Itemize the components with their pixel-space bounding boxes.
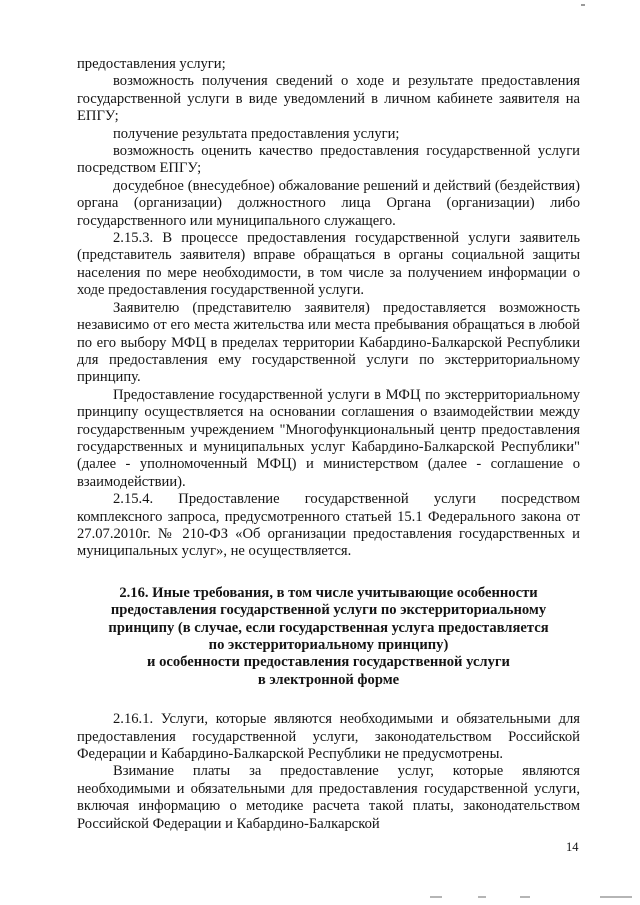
scan-mark <box>581 4 585 6</box>
heading-line: принципу (в случае, если государственная услуга предоставляется <box>108 619 549 636</box>
section-heading <box>77 585 580 689</box>
heading-line: в электронной форме <box>257 671 400 688</box>
body-text <box>77 56 580 833</box>
scan-mark <box>520 896 530 898</box>
paragraph: возможность оценить качество предоставления государственной услуги посредством ЕПГУ; <box>77 143 580 177</box>
scan-mark <box>600 896 632 898</box>
paragraph: получение результата предоставления услуги; <box>113 125 400 142</box>
paragraph: 2.15.4. Предоставление государственной услуги посредством комплексного запроса, предусмотренного статьей 15.1 Федерального закона от 27.07.2010г. № 210-ФЗ «Об организации предоставления государственных и муниципальных услуг», не осуществляется. <box>77 491 580 560</box>
paragraph: Взимание платы за предоставление услуг, которые являются необходимыми и обязательными для предоставления государственной услуги, включая информацию о методике расчета такой платы, законодательством Российской Федерации и Кабардино-Балкарской <box>77 763 580 832</box>
heading-line: 2.16. Иные требования, в том числе учитывающие особенности <box>119 584 538 601</box>
paragraph: возможность получения сведений о ходе и результате предоставления государственной услуги в виде уведомлений в личном кабинете заявителя на ЕПГУ; <box>77 73 580 125</box>
scan-mark <box>478 896 486 898</box>
heading-line: по экстерриториальному принципу) <box>208 637 449 653</box>
scan-mark <box>430 896 442 898</box>
paragraph: предоставления услуги; <box>77 56 226 72</box>
paragraph: Заявителю (представителю заявителя) предоставляется возможность независимо от его места жительства или места пребывания обращаться в любой по его выбору МФЦ в пределах территории Кабардино-Балкарской Республики для предоставления ему государственной услуги по экстерриториальному принципу. <box>77 299 580 386</box>
paragraph: досудебное (внесудебное) обжалование решений и действий (бездействия) органа (организации) должностного лица Органа (организации) либо государственного или муниципального служащего. <box>77 177 580 229</box>
paragraph: 2.15.3. В процессе предоставления государственной услуги заявитель (представитель заявителя) вправе обращаться в органы социальной защиты населения по мере необходимости, в том числе за получением информации о ходе предоставления государственной услуги. <box>77 230 580 299</box>
heading-line: и особенности предоставления государственной услуги <box>147 654 510 671</box>
page-number: 14 <box>566 840 579 854</box>
paragraph: Предоставление государственной услуги в МФЦ по экстерриториальному принципу осуществляется на основании соглашения о взаимодействии между государственным учреждением "Многофункциональный центр предоставления государственных и муниципальных услуг Кабардино-Балкарской Республики" (далее - уполномоченный МФЦ) и министерством (далее - соглашение о взаимодействии). <box>77 386 580 490</box>
heading-line: предоставления государственной услуги по экстерриториальному <box>110 602 547 619</box>
paragraph: 2.16.1. Услуги, которые являются необходимыми и обязательными для предоставления государственной услуги, законодательством Российской Федерации и Кабардино-Балкарской Республики не предусмотрены. <box>77 711 580 763</box>
